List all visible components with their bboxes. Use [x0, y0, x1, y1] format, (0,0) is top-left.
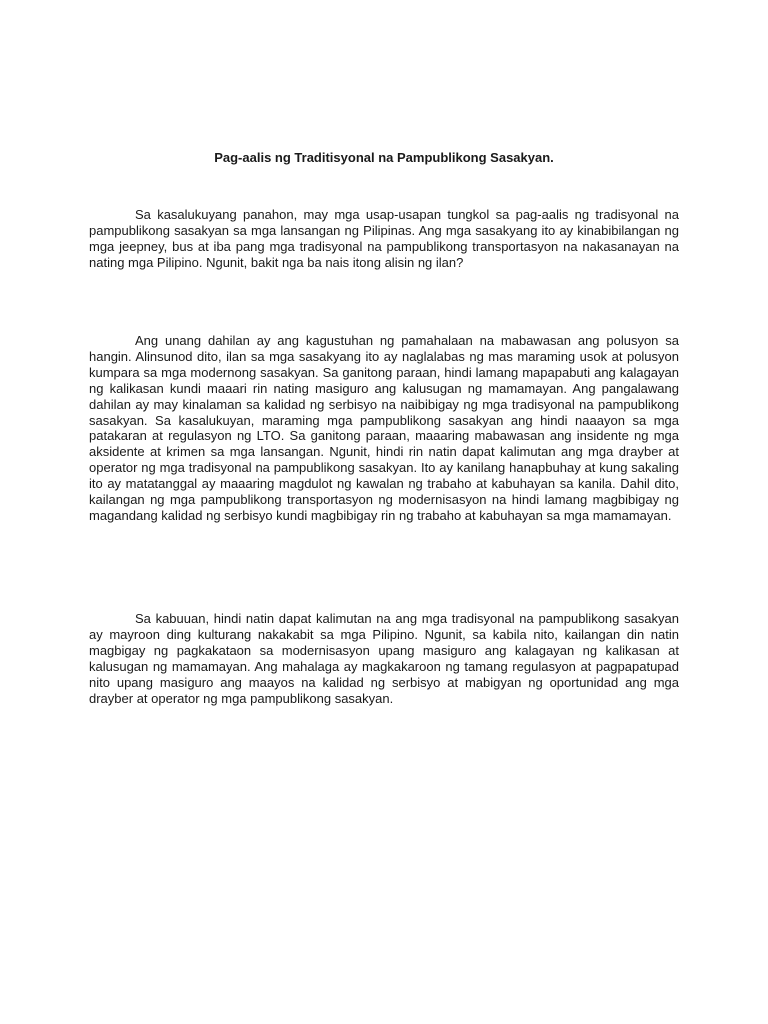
paragraph-conclusion: Sa kabuuan, hindi natin dapat kalimutan na ang mga tradisyonal na pampublikong sasakyan ay mayroon ding kulturang nakakabit sa mga Pilipino. Ngunit, sa kabila nito, kailangan din natin magbigay ng pagkakataon sa modernisasyon upang masiguro ang kalagayan ng kalikasan at kalusugan ng mamamayan. Ang mahalaga ay magkakaroon ng tamang regulasyon at pagpapatupad nito upang masiguro ang maayos na kalidad ng serbisyo at mabigyan ng oportunidad ang mga drayber at operator ng mga pampublikong sasakyan. [89, 611, 679, 706]
paragraph-intro: Sa kasalukuyang panahon, may mga usap-usapan tungkol sa pag-aalis ng tradisyonal na pampublikong sasakyan sa mga lansangan ng Pilipinas. Ang mga sasakyang ito ay kinabibilangan ng mga jeepney, bus at iba pang mga tradisyonal na pampublikong transportasyon na nakasanayan na nating mga Pilipino. Ngunit, bakit nga ba nais itong alisin ng ilan? [89, 207, 679, 270]
document-title: Pag-aalis ng Traditisyonal na Pampublikong Sasakyan. [214, 150, 554, 165]
paragraph-reasons: Ang unang dahilan ay ang kagustuhan ng pamahalaan na mabawasan ang polusyon sa hangin. Alinsunod dito, ilan sa mga sasakyang ito ay naglalabas ng mas maraming usok at polusyon kumpara sa mga modernong sasakyan. Sa ganitong paraan, hindi lamang mapapabuti ang kalagayan ng kalikasan kundi maaari rin nating masiguro ang kalusugan ng mamamayan. Ang pangalawang dahilan ay may kinalaman sa kalidad ng serbisyo na naibibigay ng mga tradisyonal na pampublikong sasakyan. Sa kasalukuyan, maraming mga pampublikong sasakyan ang hindi naaayon sa mga patakaran at regulasyon ng LTO. Sa ganitong paraan, maaaring mabawasan ang insidente ng mga aksidente at krimen sa mga lansangan. Ngunit, hindi rin natin dapat kalimutan ang mga drayber at operator ng mga tradisyonal na pampublikong sasakyan. Ito ay kanilang hanapbuhay at kung sakaling ito ay matatanggal ay maaaring magdulot ng kawalan ng trabaho at kabuhayan sa kanila. Dahil dito, kailangan ng mga pampublikong transportasyon ng modernisasyon na hindi lamang magbibigay ng magandang kalidad ng serbisyo kundi magbibigay rin ng trabaho at kabuhayan sa mga mamamayan. [89, 333, 679, 523]
